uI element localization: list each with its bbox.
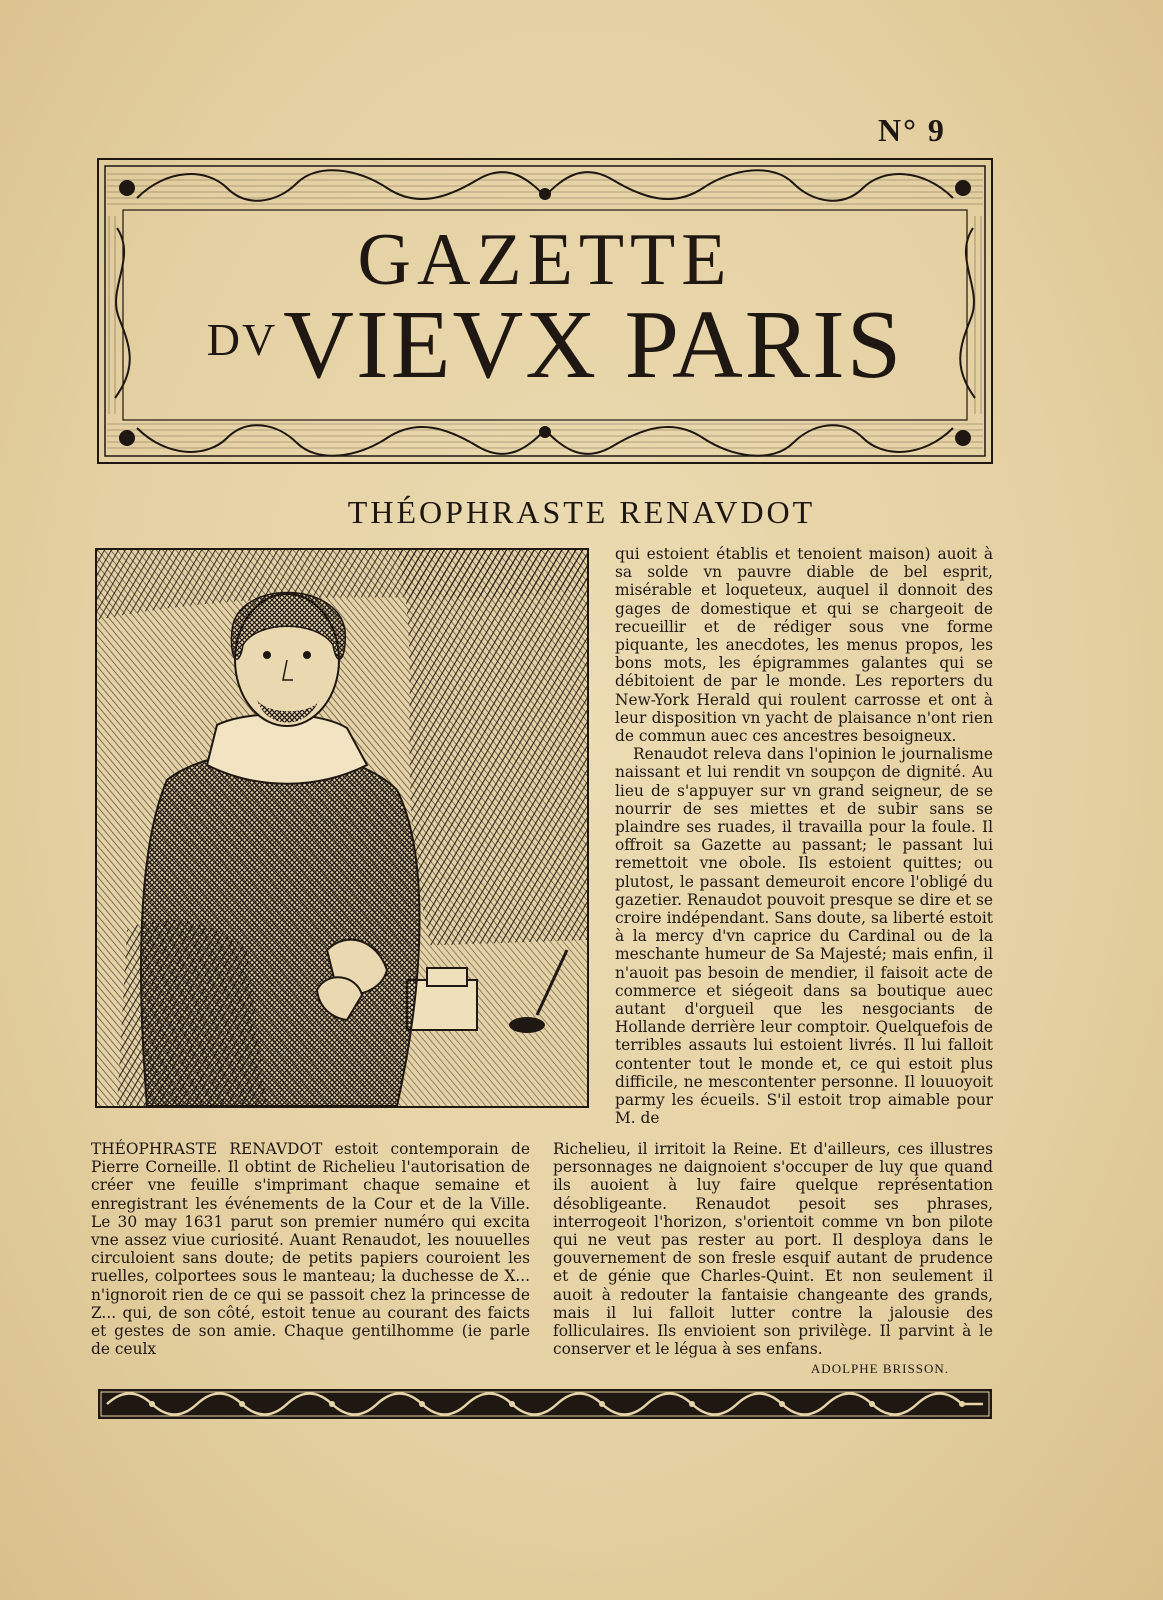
scroll-ornament bbox=[97, 1388, 993, 1420]
masthead-du: DV bbox=[206, 314, 278, 365]
article-paragraph-opening: THÉOPHRASTE RENAVDOT estoit contemporain de Pierre Corneille. Il obtint de Richelieu l'autorisation de créer vne feuille s'imprimant chaque semaine et enregistrant les événements de la Cour et de la Ville. Le 30 may 1631 parut son premier numéro qui excita vne assez viue curiosité. Auant Renaudot, les nouuelles circuloient sans doute; de petits papiers couroient les ruelles, colportees sous le manteau; la duchesse de X... n'ignoroit rien de ce qui se passoit chez la princesse de Z... qui, de son côté, estoit tenue au courant des faicts et gestes de son amie. Chaque gentilhomme (ie parle de ceulx bbox=[91, 1140, 530, 1359]
article-title: THÉOPHRASTE RENAVDOT bbox=[347, 494, 816, 530]
issue-number: N° 9 bbox=[878, 112, 946, 148]
masthead-title-line2 bbox=[157, 290, 953, 423]
article-column-left-bottom bbox=[91, 1140, 530, 1358]
portrait-engraving bbox=[95, 548, 589, 1108]
article-column-right-top bbox=[615, 545, 993, 1128]
portrait-illustration bbox=[97, 550, 587, 1106]
article-paragraph: Renaudot releva dans l'opinion le journalisme naissant et lui rendit vn soupçon de dignité. Au lieu de s'appuyer sur vn grand seigneur, de se nourrir de ses miettes et de subir sans se plaindre ses ruades, il travailla pour la foule. Il offroit sa Gazette au passant; le passant lui remettoit vne obole. Ils estoient quittes; ou plutost, le passant demeuroit encore l'obligé du gazetier. Renaudot pouvoit presque se dire et se croire indépendant. Sans doute, sa liberté estoit à la mercy d'vn caprice du Cardinal ou de la meschante humeur de Sa Majesté; mais enfin, il n'auoit pas besoin de mendier, il faisoit acte de commerce et siégeoit dans sa boutique auec autant d'orgueil que les nesgociants de Hollande derrière leur comptoir. Quelquefois de terribles assauts lui estoient livrés. Il lui falloit contenter tout le monde et, ce qui estoit plus difficile, ne mescontenter personne. Il louuoyoit parmy les écueils. S'il estoit trop aimable pour M. de bbox=[615, 745, 993, 1128]
article-paragraph: Richelieu, il irritoit la Reine. Et d'ailleurs, ces illustres personnages ne daignoient s'occuper de luy que quand ils auoient à luy faire quelque représentation désobligeante. Renaudot pesoit ses phrases, interrogeoit l'horizon, s'orientoit comme vn bon pilote qui ne veut pas rester au port. Il desploya dans le gouvernement de son fresle esquif autant de prudence et de génie que Charles-Quint. Et non seulement il auoit à redouter la fantaisie changeante des grands, mais il lui falloit lutter contre la jalousie des folliculaires. Ils envioient son privilège. Il parvint à le conserver et le légua à ses enfans. bbox=[553, 1140, 993, 1359]
article-paragraph: qui estoient établis et tenoient maison) auoit à sa solde vn pauvre diable de bel esprit, misérable et loqueteux, auquel il donnoit des gages de domestique et qui se chargeoit de recueillir et de rédiger sous vne forme piquante, les anecdotes, les menus propos, les bons mots, les épigrammes galantes qui se débitoient de par le monde. Les reporters du New-York Herald qui roulent carrosse et ont à leur disposition vn yacht de plaisance n'ont rien de commun auec ces ancestres besoigneux. bbox=[615, 545, 993, 746]
masthead-vieux-paris: VIEVX PARIS bbox=[283, 291, 904, 399]
masthead-title-line1: GAZETTE bbox=[357, 219, 733, 301]
decorative-border bbox=[97, 1388, 993, 1420]
masthead bbox=[97, 158, 993, 464]
article-column-right-bottom bbox=[553, 1140, 993, 1379]
author-signature: ADOLPHE BRISSON. bbox=[810, 1361, 949, 1377]
